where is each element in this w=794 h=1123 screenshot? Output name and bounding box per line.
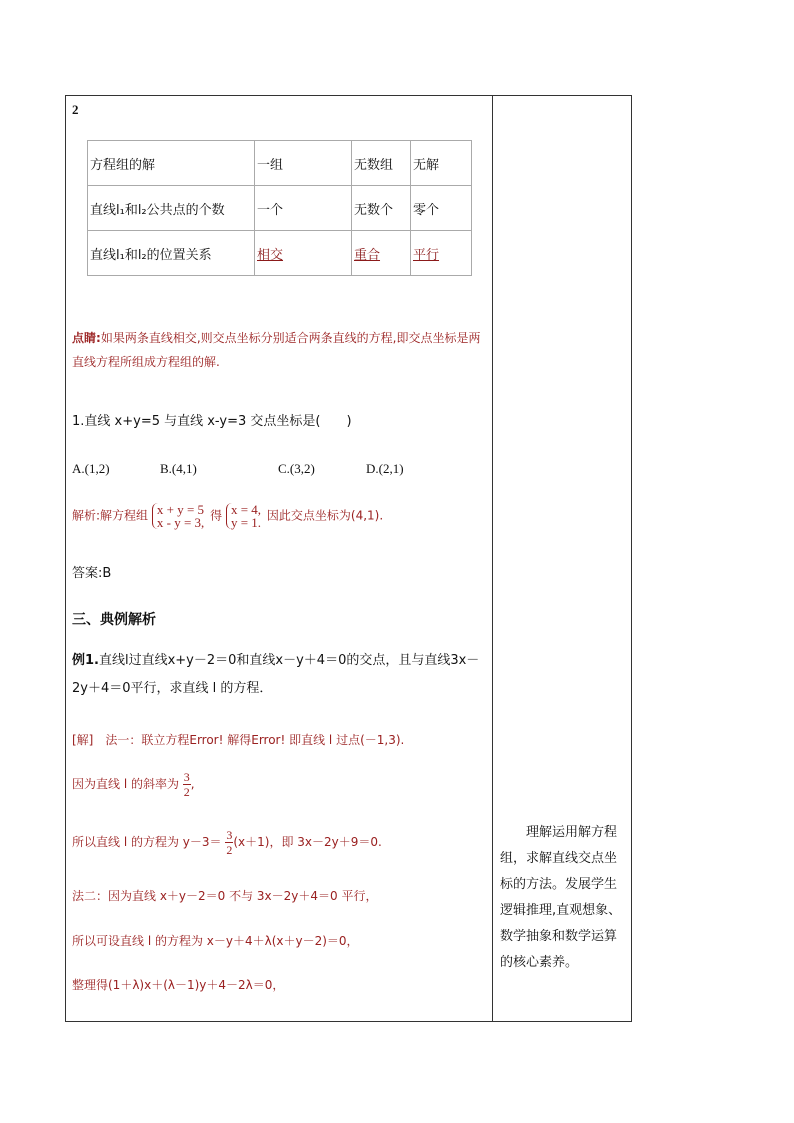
solution-line: 整理得(1＋λ)x＋(λ－1)y＋4－2λ＝0， xyxy=(72,978,285,992)
table-cell: 无数组 xyxy=(352,141,411,186)
question-1: 1.直线 x+y=5 与直线 x-y=3 交点坐标是( ) xyxy=(72,414,352,429)
fraction-denominator: 2 xyxy=(226,843,233,857)
design-intent-note: 理解运用解方程组，求解直线交点坐标的方法。发展学生逻辑推理,直观想象、数学抽象和数学运算的核心素养。 xyxy=(500,825,622,970)
system-line: y = 1. xyxy=(230,515,262,530)
table-cell xyxy=(255,231,352,276)
table-cell: 一个 xyxy=(255,186,352,231)
solution-text: , xyxy=(190,777,195,791)
example-label: 例1. xyxy=(72,653,99,668)
option-d: D.(2,1) xyxy=(366,461,404,476)
solution-line: 所以可设直线 l 的方程为 x－y＋4＋λ(x＋y－2)＝0， xyxy=(72,934,359,948)
slope-fraction xyxy=(183,770,191,799)
analysis-middle: 得 xyxy=(210,508,223,523)
relation-table xyxy=(87,140,472,276)
option-a: A.(1,2) xyxy=(72,461,110,476)
solution-line: [解] 法一：联立方程Error! 解得Error! 即直线 l 过点(－1,3). xyxy=(72,733,405,747)
table-cell: 方程组的解 xyxy=(88,141,255,186)
solution-text: 因为直线 l 的斜率为 xyxy=(72,777,179,791)
key-point-note xyxy=(72,326,492,374)
example-1 xyxy=(72,647,492,703)
solution-text: (x＋1)，即 3x－2y＋9＝0. xyxy=(233,835,382,849)
analysis xyxy=(72,503,383,529)
table-row xyxy=(88,141,472,186)
solution-text: 所以直线 l 的方程为 y－3＝ xyxy=(72,835,222,849)
table-row xyxy=(88,231,472,276)
table-row xyxy=(88,186,472,231)
answer-blank: 相交 xyxy=(257,247,284,263)
equation-system-1 xyxy=(152,503,206,529)
answer-line: 答案:B xyxy=(72,566,112,581)
table-cell xyxy=(352,231,411,276)
section-title: 三、典例解析 xyxy=(72,612,156,628)
fraction-numerator: 3 xyxy=(226,828,233,842)
analysis-suffix: 因此交点坐标为(4,1). xyxy=(266,508,384,523)
key-point-label: 点睛: xyxy=(72,331,101,345)
table-cell xyxy=(411,231,472,276)
solution-line xyxy=(72,770,195,799)
fraction-numerator: 3 xyxy=(183,770,190,784)
system-line: x - y = 3, xyxy=(156,515,205,530)
key-point-text: 如果两条直线相交,则交点坐标分别适合两条直线的方程,即交点坐标是两直线方程所组成方程组的解. xyxy=(72,331,481,369)
answer-blank: 平行 xyxy=(413,247,440,263)
equation-system-2 xyxy=(226,503,263,529)
option-c: C.(3,2) xyxy=(278,461,315,476)
table-cell: 无数个 xyxy=(352,186,411,231)
answer-blank: 重合 xyxy=(354,247,381,263)
system-line: x = 4, xyxy=(230,502,262,517)
table-cell: 零个 xyxy=(411,186,472,231)
option-b: B.(4,1) xyxy=(160,461,197,476)
column-divider xyxy=(492,95,493,1022)
fraction-denominator: 2 xyxy=(183,785,190,799)
solution-line xyxy=(72,828,382,857)
table-cell: 无解 xyxy=(411,141,472,186)
item-number: 2 xyxy=(72,102,79,117)
solution-line: 法二：因为直线 x＋y－2＝0 不与 3x－2y＋4＝0 平行， xyxy=(72,889,378,903)
example-text: 直线l过直线x+y－2＝0和直线x－y＋4＝0的交点，且与直线3x－2y＋4＝0平行，求直线 l 的方程． xyxy=(72,653,480,696)
system-line: x + y = 5 xyxy=(156,502,205,517)
table-cell: 直线l₁和l₂公共点的个数 xyxy=(88,186,255,231)
table-cell: 直线l₁和l₂的位置关系 xyxy=(88,231,255,276)
analysis-prefix: 解析:解方程组 xyxy=(72,508,149,523)
table-cell: 一组 xyxy=(255,141,352,186)
